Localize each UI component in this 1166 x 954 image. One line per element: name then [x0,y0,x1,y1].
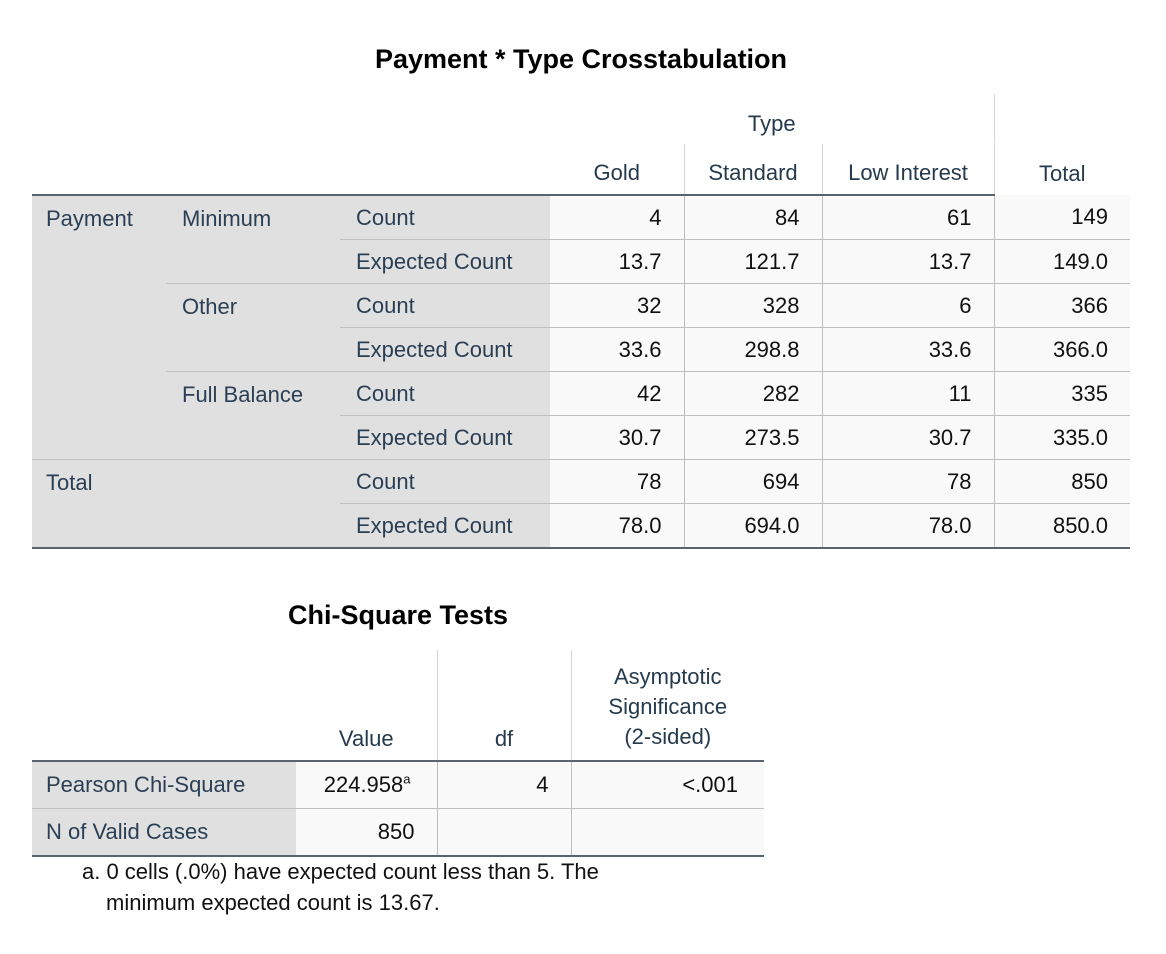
sig-header-line2: Significance [608,694,728,719]
cell-df [437,809,571,857]
cell: 13.7 [550,240,684,284]
group-label-full-balance: Full Balance [166,372,340,460]
row-label-pearson: Pearson Chi-Square [32,761,296,809]
stat-label: Expected Count [340,416,550,460]
stat-label: Expected Count [340,240,550,284]
cell: 78 [550,460,684,504]
cell: 30.7 [550,416,684,460]
cell: 78.0 [550,504,684,549]
cell: 42 [550,372,684,416]
crosstab-table [32,94,1130,549]
cell: 33.6 [822,328,994,372]
col-header-value: Value [296,650,437,761]
cell-total: 149 [994,195,1130,240]
total-row-label: Total [32,460,340,549]
stat-label: Expected Count [340,504,550,549]
cell-sig: <.001 [571,761,764,809]
cell: 84 [684,195,822,240]
table-row [32,761,764,809]
cell: 4 [550,195,684,240]
cell: 328 [684,284,822,328]
cell: 78 [822,460,994,504]
col-header-standard: Standard [684,144,822,196]
table-row [32,809,764,857]
cell: 6 [822,284,994,328]
stat-label: Count [340,284,550,328]
cell: 298.8 [684,328,822,372]
footnote-marker: a [403,771,411,787]
cell-total: 366 [994,284,1130,328]
chisq-table [32,650,764,857]
table-row [32,195,1130,240]
cell-value: 850 [296,809,437,857]
table-row [32,460,1130,504]
cell: 11 [822,372,994,416]
cell: 78.0 [822,504,994,549]
group-label-minimum: Minimum [166,195,340,284]
sig-header-line1: Asymptotic [613,664,722,689]
crosstab-title: Payment * Type Crosstabulation [374,44,788,74]
total-col-header: Total [994,94,1130,195]
stat-label: Count [340,195,550,240]
stat-label: Expected Count [340,328,550,372]
type-header: Type [550,94,994,144]
chisq-title: Chi-Square Tests [287,600,509,630]
cell-total: 850 [994,460,1130,504]
cell: 694.0 [684,504,822,549]
footnote-line1: a. 0 cells (.0%) have expected count less than 5. The [82,859,599,884]
footnote [82,856,702,918]
stat-label: Count [340,372,550,416]
cell-total: 335 [994,372,1130,416]
cell-total: 335.0 [994,416,1130,460]
cell: 282 [684,372,822,416]
table-row [32,372,1130,416]
row-label-n-valid: N of Valid Cases [32,809,296,857]
cell-total: 366.0 [994,328,1130,372]
cell-sig [571,809,764,857]
table-row [32,284,1130,328]
stat-label: Count [340,460,550,504]
cell: 33.6 [550,328,684,372]
col-header-low-interest: Low Interest [822,144,994,196]
cell-total: 149.0 [994,240,1130,284]
group-label-other: Other [166,284,340,372]
footnote-line2: minimum expected count is 13.67. [106,890,440,915]
cell: 694 [684,460,822,504]
cell: 13.7 [822,240,994,284]
pearson-value: 224.958 [323,772,404,797]
cell-df: 4 [437,761,571,809]
cell: 61 [822,195,994,240]
cell: 30.7 [822,416,994,460]
col-header-gold: Gold [550,144,684,196]
cell: 32 [550,284,684,328]
sig-header-line3: (2-sided) [624,724,712,749]
col-header-df: df [437,650,571,761]
cell: 273.5 [684,416,822,460]
row-var-label: Payment [32,195,166,460]
col-header-sig [571,650,764,761]
cell: 121.7 [684,240,822,284]
cell-value [296,761,437,809]
cell-total: 850.0 [994,504,1130,549]
